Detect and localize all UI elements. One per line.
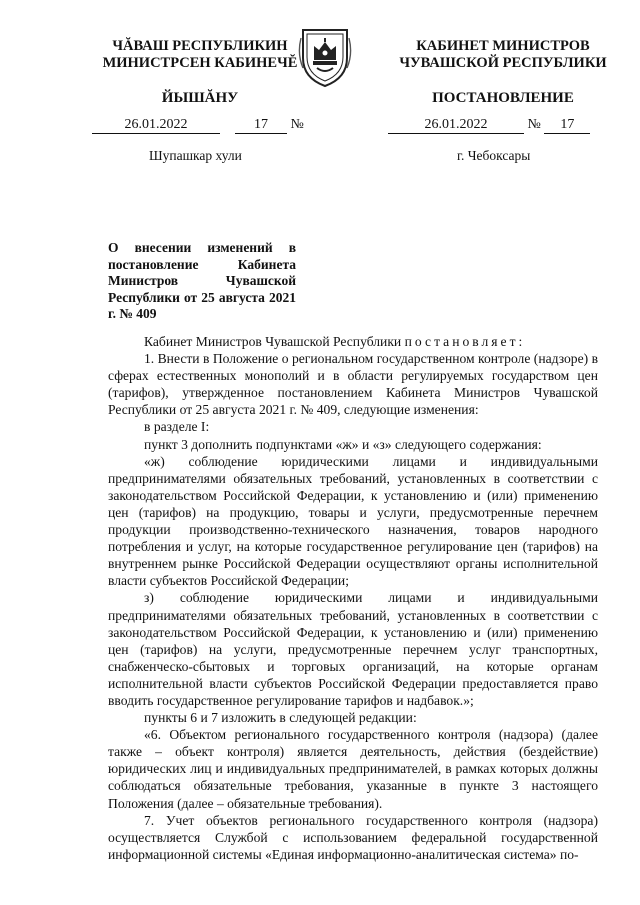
paragraph: 7. Учет объектов регионального государственного контроля (надзора) осуществляется Службой с использованием федеральной государственной информационной системы «Единая информационно-аналитическая система» по-: [108, 812, 598, 862]
paragraph: пункт 3 дополнить подпунктами «ж» и «з» следующего содержания:: [144, 436, 542, 452]
date-left: 26.01.2022: [92, 117, 220, 134]
date-right: 26.01.2022: [388, 117, 524, 134]
number-sign-right: №: [527, 117, 541, 132]
header-left-line1: ЧĂВАШ РЕСПУБЛИКИН: [112, 38, 288, 54]
paragraph: в разделе I:: [144, 419, 210, 435]
intro-paragraph: [108, 333, 598, 350]
date-number-left: [92, 117, 304, 134]
document-body: [108, 333, 598, 863]
paragraph: з) соблюдение юридическими лицами и индивидуальными предпринимателями обязательных требований, установленных в соответствии с законодательством Российской Федерации, к установлению и (или) применению цен (тарифов) на услуги, предусмотренные перечнем услуг транспортных, снабженческо-сбытовых и торговых организаций, на которые органам исполнительной власти субъектов Российской Федерации предоставляется право вводить государственное регулирование тарифов и надбавок.»;: [108, 590, 598, 708]
paragraph: «ж) соблюдение юридическими лицами и индивидуальными предпринимателями обязательных требований, установленных в соответствии с законодательством Российской Федерации, к установлению и (или) применению цен (тарифов) на продукцию, товары и услуги, предусмотренные перечнем продукции производственно-технического назначения, товаров народного потребления и услуг, на которые государственное регулирование цен (тарифов) на внутреннем рынке Российской Федерации осуществляют органы исполнительной власти субъектов Российской Федерации;: [108, 453, 598, 589]
header-left-line2: МИНИСТРСЕН КАБИНЕЧĔ: [102, 55, 298, 71]
place-left: Шупашкар хули: [149, 148, 242, 163]
chuvash-coat-of-arms-icon: [297, 24, 353, 88]
date-number-right: [388, 117, 590, 134]
number-left: 17: [235, 117, 287, 134]
header-russian-block: [388, 38, 618, 107]
intro-verb: постановляет:: [404, 334, 526, 349]
intro-lead: Кабинет Министров Чувашской Республики: [144, 334, 402, 349]
paragraph: пункты 6 и 7 изложить в следующей редакции:: [144, 710, 417, 726]
paragraph: «6. Объектом регионального государственного контроля (надзора) (далее также – объект контроля) является деятельность, действия (бездействие) юридических лиц и индивидуальных предпринимателей, в рамках которых должны соблюдаться обязательные требования, указанные в пункте 3 настоящего Положения (далее – обязательные требования).: [108, 727, 598, 811]
place-right: г. Чебоксары: [457, 148, 531, 163]
header-right-line2: ЧУВАШСКОЙ РЕСПУБЛИКИ: [399, 55, 607, 71]
header-right-doc-type: ПОСТАНОВЛЕНИЕ: [432, 90, 574, 106]
header-right-line1: КАБИНЕТ МИНИСТРОВ: [416, 38, 590, 54]
number-sign-left: №: [290, 117, 304, 132]
number-right: 17: [544, 117, 590, 134]
document-title: О внесении изменений в постановление Кабинета Министров Чувашской Республики от 25 августа 2021 г. № 409: [108, 240, 296, 321]
paragraph: 1. Внести в Положение о региональном государственном контроле (надзоре) в сферах естественных монополий и в области регулируемых государством цен (тарифов), утвержденное постановлением Кабинета Министров Чувашской Республики от 25 августа 2021 г. № 409, следующие изменения:: [108, 351, 598, 418]
header-left-doc-type: ЙЫШĂНУ: [161, 90, 239, 106]
header-chuvash-block: [85, 38, 315, 107]
